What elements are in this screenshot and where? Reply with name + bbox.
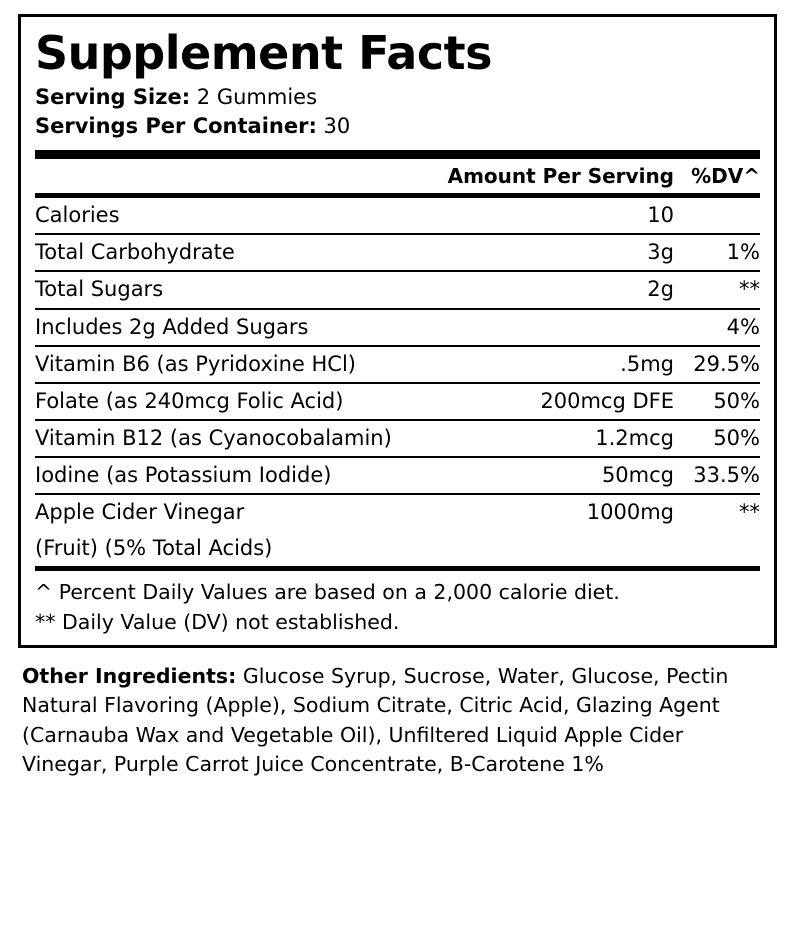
row-name: Vitamin B6 (as Pyridoxine HCl) <box>35 346 500 383</box>
supplement-facts-panel <box>18 14 777 648</box>
row-name: Iodine (as Potassium Iodide) <box>35 457 500 494</box>
header-daily-value: %DV^ <box>691 163 760 188</box>
other-ingredients <box>18 662 777 778</box>
footnote-dv-not-established: ** Daily Value (DV) not established. <box>35 609 400 634</box>
servings-per-container-value: 30 <box>323 113 351 138</box>
nutrition-table <box>35 159 760 193</box>
row-amount: 1.2mcg <box>500 420 674 457</box>
row-name: Calories <box>35 202 120 227</box>
table-row <box>35 271 760 308</box>
row-name: Folate (as 240mcg Folic Acid) <box>35 383 500 420</box>
footnotes <box>35 571 760 637</box>
table-row <box>35 346 760 383</box>
other-ingredients-label: Other Ingredients: <box>22 664 237 689</box>
row-name: (Fruit) (5% Total Acids) <box>35 535 273 560</box>
row-dv: 1% <box>674 234 760 271</box>
row-name: Includes 2g Added Sugars <box>35 309 500 346</box>
row-amount: .5mg <box>500 346 674 383</box>
row-amount: 3g <box>500 234 674 271</box>
row-amount <box>500 531 674 566</box>
row-amount: 1000mg <box>500 494 674 530</box>
table-row <box>35 383 760 420</box>
row-dv: 50% <box>674 420 760 457</box>
row-dv: ** <box>674 494 760 530</box>
row-name: Total Carbohydrate <box>35 234 500 271</box>
panel-title: Supplement Facts <box>35 26 492 80</box>
row-name: Vitamin B12 (as Cyanocobalamin) <box>35 420 500 457</box>
nutrition-rows-table <box>35 198 760 566</box>
row-amount: 200mcg DFE <box>500 383 674 420</box>
table-row <box>35 198 760 234</box>
row-dv <box>674 531 760 566</box>
table-header-row <box>35 159 760 193</box>
table-row <box>35 494 760 530</box>
row-amount: 10 <box>647 202 674 227</box>
table-row <box>35 234 760 271</box>
serving-size-label: Serving Size: <box>35 85 191 110</box>
table-row <box>35 420 760 457</box>
row-amount: 2g <box>500 271 674 308</box>
row-amount: 50mcg <box>500 457 674 494</box>
row-name: Total Sugars <box>35 271 500 308</box>
header-amount-per-serving: Amount Per Serving <box>447 163 674 188</box>
row-dv: 29.5% <box>674 346 760 383</box>
serving-size-value: 2 Gummies <box>196 85 318 110</box>
table-row-continuation <box>35 531 760 566</box>
divider-thick-top <box>35 150 760 159</box>
row-dv: 33.5% <box>674 457 760 494</box>
table-row <box>35 309 760 346</box>
footnote-daily-value-basis: ^ Percent Daily Values are based on a 2,000 calorie diet. <box>35 579 620 604</box>
other-ingredients-text: Glucose Syrup, Sucrose, Water, Glucose, Pectin Natural Flavoring (Apple), Sodium Citrate, Citric Acid, Glazing Agent (Carnauba Wax and Vegetable Oil), Unfiltered Liquid Apple Cider Vinegar, Purple Carrot Juice Concentrate, B-Carotene 1% <box>22 664 729 776</box>
row-dv: 50% <box>674 383 760 420</box>
row-dv: 4% <box>674 309 760 346</box>
row-name: Apple Cider Vinegar <box>35 494 500 530</box>
serving-size-line <box>35 83 760 111</box>
servings-per-container-line <box>35 112 760 140</box>
servings-per-container-label: Servings Per Container: <box>35 113 317 138</box>
row-dv: ** <box>674 271 760 308</box>
table-row <box>35 457 760 494</box>
row-amount <box>500 309 674 346</box>
row-dv <box>674 198 760 234</box>
